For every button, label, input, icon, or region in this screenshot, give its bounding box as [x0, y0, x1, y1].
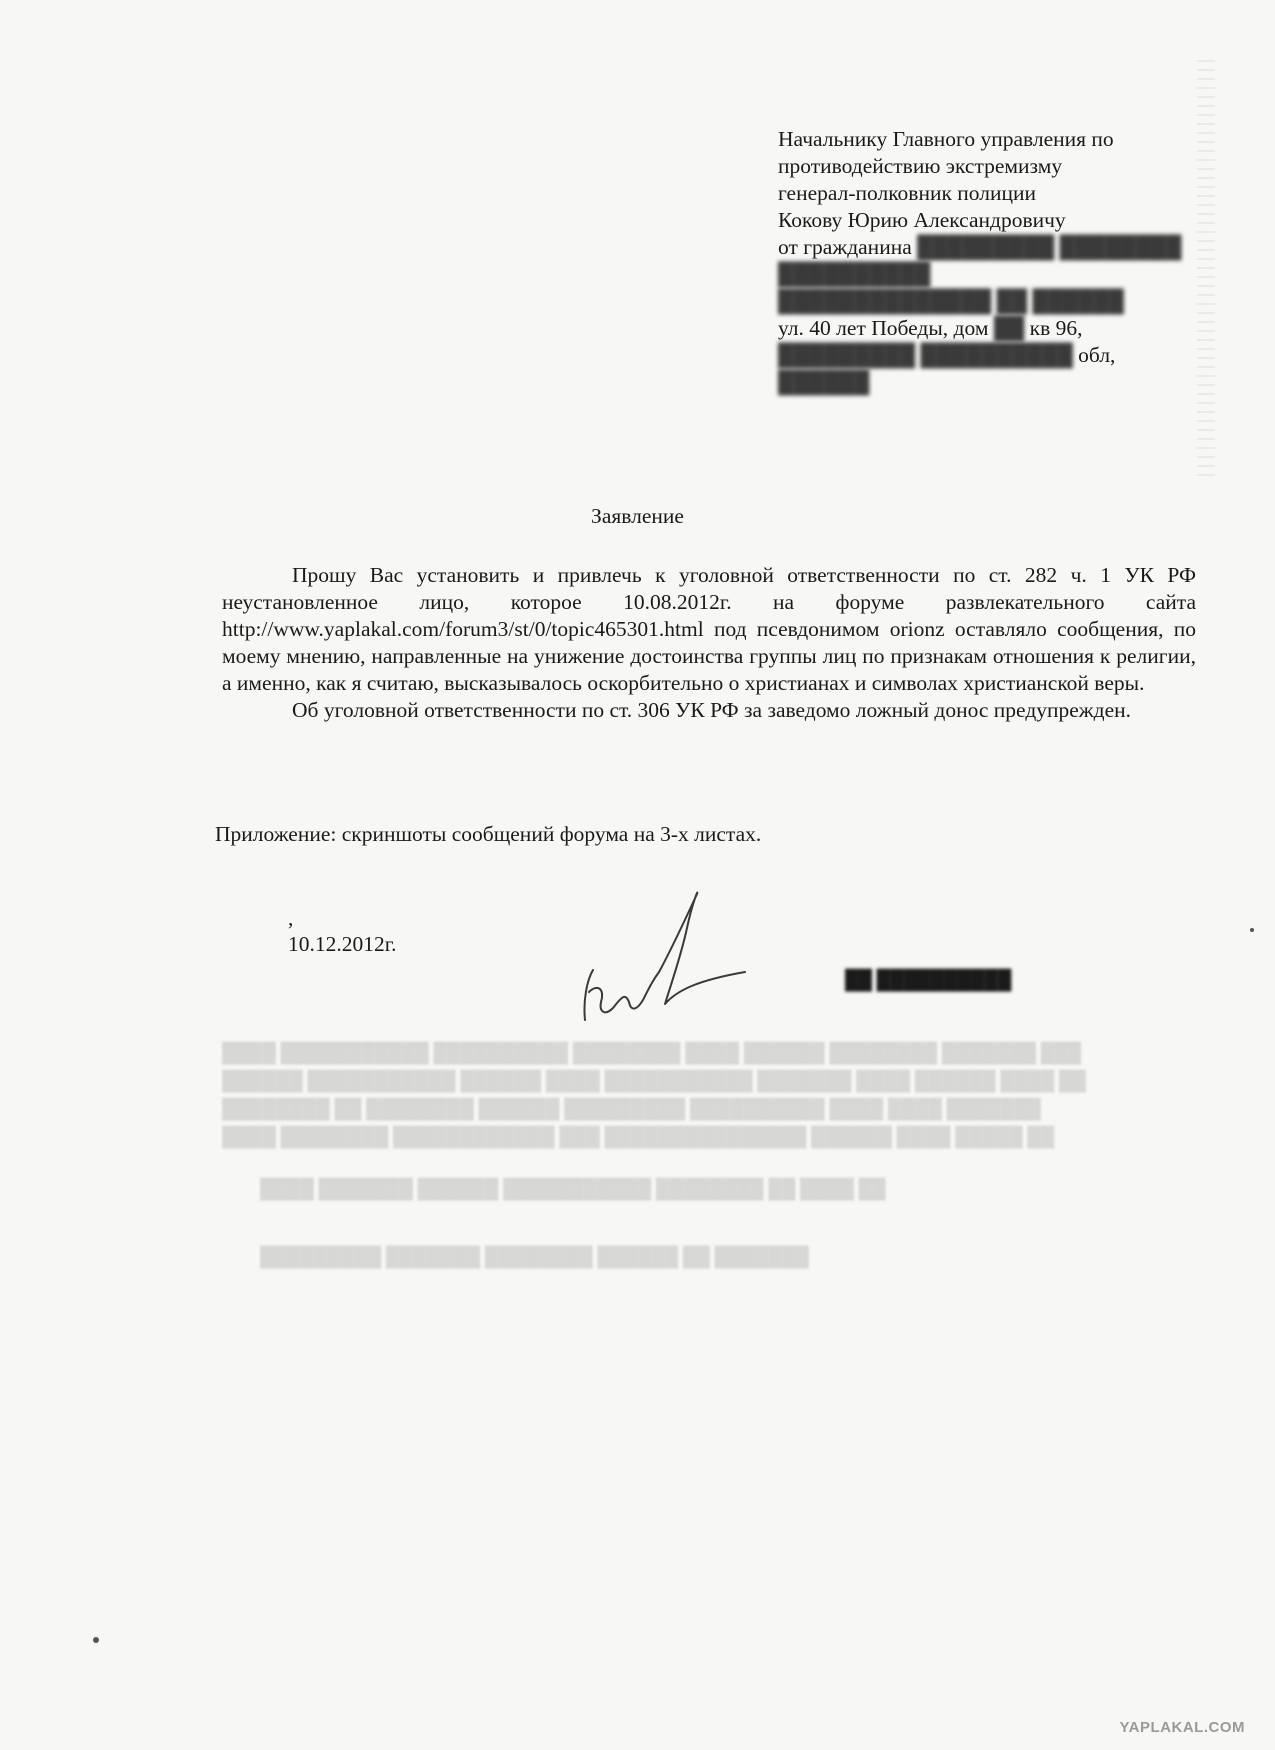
- addressee-line-1: Начальнику Главного управления по: [778, 127, 1114, 151]
- addressee-line-3: генерал-полковник полиции: [778, 181, 1037, 205]
- handwritten-signature: [575, 880, 775, 1040]
- sender-name-redacted: █████████ ████████: [917, 235, 1182, 259]
- addressee-line-2: противодействию экстремизму: [778, 154, 1063, 178]
- statement-body: [222, 562, 1196, 724]
- bleed-through-line: ██████ ███████████ ██████ ████ ███████████ ███████ ████ ██████ ████ ██: [222, 1071, 1086, 1092]
- site-watermark: YAPLAKAL.COM: [1119, 1719, 1245, 1736]
- statement-paragraph-2: Об уголовной ответственности по ст. 306 УК РФ за заведомо ложный донос предупрежден.: [292, 698, 1132, 722]
- street-line: [778, 315, 1198, 342]
- apartment-number: кв 96,: [1029, 316, 1083, 340]
- bleed-through-line: ████████ ██ ████████ ██████ █████████ ██████████ ████ ████ ███████: [222, 1099, 1041, 1120]
- sender-from-label: от гражданина: [778, 235, 912, 259]
- document-title: Заявление: [591, 504, 684, 528]
- street-prefix: ул.: [778, 316, 804, 340]
- scan-edge-artifact: [1197, 60, 1215, 480]
- bleed-through-gap: [222, 1152, 1182, 1176]
- date-comma: ,: [288, 906, 294, 930]
- street-fragment: 40 лет Победы, дом: [809, 316, 989, 340]
- postal-code-redacted: ██████: [778, 370, 870, 394]
- postal-code-line: [778, 369, 1198, 396]
- sender-line: [778, 234, 1198, 261]
- scan-speck: [1250, 928, 1254, 932]
- bleed-through-line: ████ ████████ ████████████ ███ ███████████████ ██████ ████ █████ ██: [222, 1127, 1055, 1148]
- city-redacted: █████████ ██████████: [778, 343, 1073, 367]
- bleed-through-gap: [222, 1204, 1182, 1244]
- city-line: [778, 342, 1198, 369]
- residence-label-redacted: ██████████████ ██ ██████: [778, 289, 1124, 313]
- bleed-through-text: [222, 1040, 1182, 1272]
- attachment-note: Приложение: скриншоты сообщений форума на 3-х листах.: [215, 822, 762, 846]
- bleed-through-line: █████████ ███████ ████████ ██████ ██ ███████: [222, 1247, 809, 1268]
- region-fragment: обл,: [1078, 343, 1116, 367]
- house-number-redacted: ██: [993, 316, 1025, 340]
- statement-paragraph-1: Прошу Вас установить и привлечь к уголовной ответственности по ст. 282 ч. 1 УК РФ неустановленное лицо, которое 10.08.2012г. на форуме развлекательного сайта http://www.yaplakal.com/forum3/st/0/topic465301.html под псевдонимом orionz оставляло сообщения, по моему мнению, направленные на унижение достоинства группы лиц по признакам отношения к религии, а именно, как я считаю, высказывалось оскорбительно о христианах и символах христианской веры.: [222, 563, 1196, 695]
- document-date: 10.12.2012г.: [288, 932, 397, 956]
- addressee-block: [778, 126, 1198, 396]
- signature-name-redacted: ██ ██████████: [845, 970, 1012, 991]
- residence-line: [778, 288, 1198, 315]
- bleed-through-line: ████ ███████ ██████ ███████████ ████████ ██ ████ ██: [222, 1179, 886, 1200]
- scan-speck: [93, 1637, 99, 1643]
- sender-patronymic-line: [778, 261, 1198, 288]
- bleed-through-line: ████ ███████████ ██████████ ████████ ████ ██████ ████████ ███████ ███: [222, 1043, 1082, 1064]
- addressee-line-4: Кокову Юрию Александровичу: [778, 208, 1066, 232]
- sender-patronymic-redacted: ██████████: [778, 262, 931, 286]
